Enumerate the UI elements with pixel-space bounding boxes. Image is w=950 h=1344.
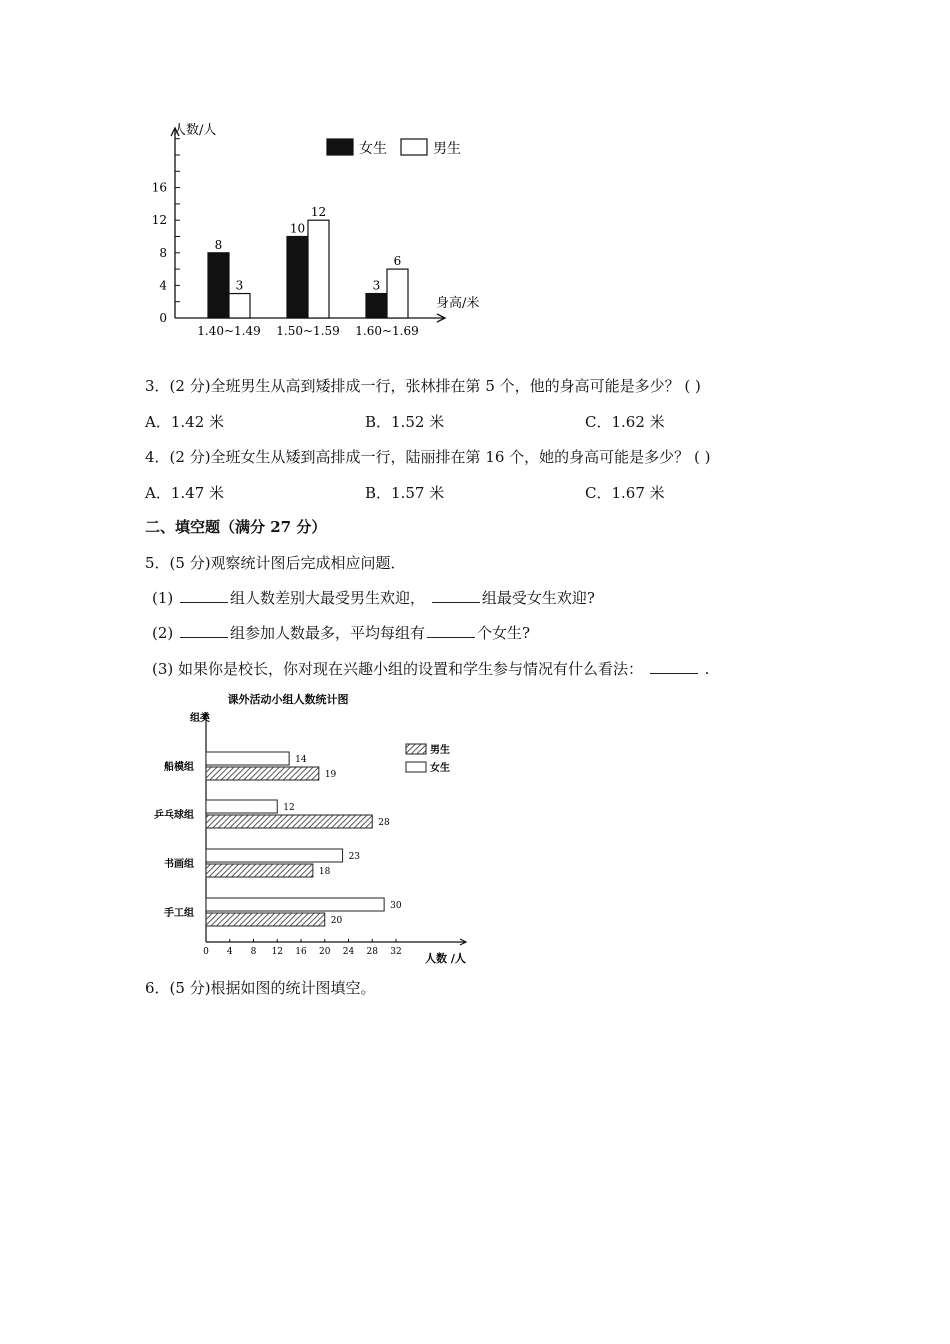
q5-s1-text-2: 组最受女生欢迎?	[481, 589, 595, 607]
legend-label: 男生	[433, 141, 461, 157]
data-label: 14	[295, 755, 307, 765]
question-4: 4．(2 分)全班女生从矮到高排成一行，陆丽排在第 16 个，她的身高可能是多少？ ( )	[145, 448, 711, 466]
x-tick-label: 24	[342, 947, 355, 957]
bar	[206, 849, 343, 862]
question-6: 6．(5 分)根据如图的统计图填空。	[145, 979, 376, 997]
legend-label: 男生	[430, 745, 450, 756]
x-tick-label: 1.40~1.49	[197, 324, 261, 338]
data-label: 3	[235, 278, 244, 293]
data-label: 28	[378, 818, 390, 828]
q5-s1-blank-1[interactable]	[180, 588, 228, 603]
bar	[206, 752, 289, 765]
x-tick-label: 4	[226, 947, 233, 957]
category-label: 书画组	[164, 859, 194, 870]
y-axis-label: 组类	[190, 713, 210, 724]
q5-s2-text-2: 个女生?	[477, 624, 531, 642]
x-tick-label: 1.60~1.69	[355, 324, 419, 338]
q5-sub-2	[152, 623, 530, 643]
q4-option-b[interactable]: B．1.57 米	[365, 484, 445, 502]
bar	[206, 800, 277, 813]
data-label: 12	[310, 205, 327, 220]
legend-swatch	[406, 762, 426, 772]
activity-group-bar-chart	[140, 685, 480, 970]
data-label: 30	[390, 901, 402, 911]
q5-s3-blank[interactable]	[650, 659, 698, 674]
bar	[387, 269, 408, 318]
question-5: 5．(5 分)观察统计图后完成相应问题．	[145, 554, 406, 572]
bar	[208, 253, 229, 318]
legend-label: 女生	[359, 141, 387, 157]
y-tick-label: 0	[159, 311, 167, 325]
x-tick-label: 28	[366, 947, 378, 957]
data-label: 23	[348, 852, 361, 862]
q5-sub-1	[152, 588, 595, 608]
bar	[206, 864, 313, 877]
q4-option-c[interactable]: C．1.67 米	[585, 484, 665, 502]
chart-title: 课外活动小组人数统计图	[227, 693, 349, 706]
legend-label: 女生	[430, 763, 450, 774]
bar	[229, 294, 250, 318]
bar	[366, 294, 387, 318]
x-tick-label: 32	[390, 947, 402, 957]
data-label: 19	[324, 770, 337, 780]
q5-s2-blank-2[interactable]	[427, 623, 475, 638]
q3-option-a[interactable]: A．1.42 米	[145, 413, 224, 431]
data-label: 8	[214, 237, 223, 252]
q5-s2-number: (2)	[152, 624, 174, 642]
data-label: 6	[393, 254, 402, 269]
x-axis-label: 人数 /人	[425, 952, 466, 965]
x-tick-label: 1.50~1.59	[276, 324, 340, 338]
data-label: 10	[289, 221, 306, 236]
q5-s3-end: .	[704, 660, 710, 678]
category-label: 船模组	[164, 762, 194, 773]
q5-s3-text: (3) 如果你是校长，你对现在兴趣小组的设置和学生参与情况有什么看法：	[152, 660, 644, 678]
bar	[206, 898, 384, 911]
x-tick-label: 12	[271, 947, 283, 957]
height-bar-chart	[140, 110, 500, 350]
x-tick-label: 0	[203, 947, 209, 957]
y-tick-label: 8	[159, 245, 167, 260]
q4-option-a[interactable]: A．1.47 米	[145, 484, 224, 502]
y-tick-label: 12	[151, 213, 167, 228]
category-label: 乒乓球组	[154, 810, 194, 821]
legend-swatch	[401, 139, 427, 155]
bar	[206, 767, 319, 780]
legend-swatch	[406, 744, 426, 754]
bar	[206, 815, 372, 828]
data-label: 3	[372, 278, 381, 293]
q5-s1-blank-2[interactable]	[432, 588, 480, 603]
x-tick-label: 8	[250, 947, 257, 957]
q3-option-c[interactable]: C．1.62 米	[585, 413, 665, 431]
x-tick-label: 20	[319, 947, 331, 957]
bar	[287, 237, 308, 319]
y-axis-label: 人数/人	[173, 123, 217, 138]
q5-s2-blank-1[interactable]	[180, 623, 228, 638]
y-tick-label: 4	[159, 278, 167, 293]
bar	[308, 220, 329, 318]
data-label: 12	[283, 803, 295, 813]
legend-swatch	[327, 139, 353, 155]
q5-s1-number: (1)	[152, 589, 174, 607]
category-label: 手工组	[164, 908, 194, 919]
y-tick-label: 16	[151, 180, 167, 195]
q3-option-b[interactable]: B．1.52 米	[365, 413, 445, 431]
x-axis-label: 身高/米	[436, 296, 480, 311]
data-label: 18	[318, 867, 331, 877]
section-2-heading: 二、填空题（满分 27 分）	[145, 518, 327, 536]
q5-s2-text-1: 组参加人数最多，平均每组有	[230, 624, 426, 642]
bar	[206, 913, 325, 926]
x-tick-label: 16	[295, 947, 307, 957]
q5-s1-text-1: 组人数差别大最受男生欢迎，	[230, 589, 426, 607]
data-label: 20	[330, 916, 343, 926]
q5-sub-3	[152, 659, 709, 679]
question-3: 3．(2 分)全班男生从高到矮排成一行，张林排在第 5 个，他的身高可能是多少？ ( )	[145, 377, 701, 395]
